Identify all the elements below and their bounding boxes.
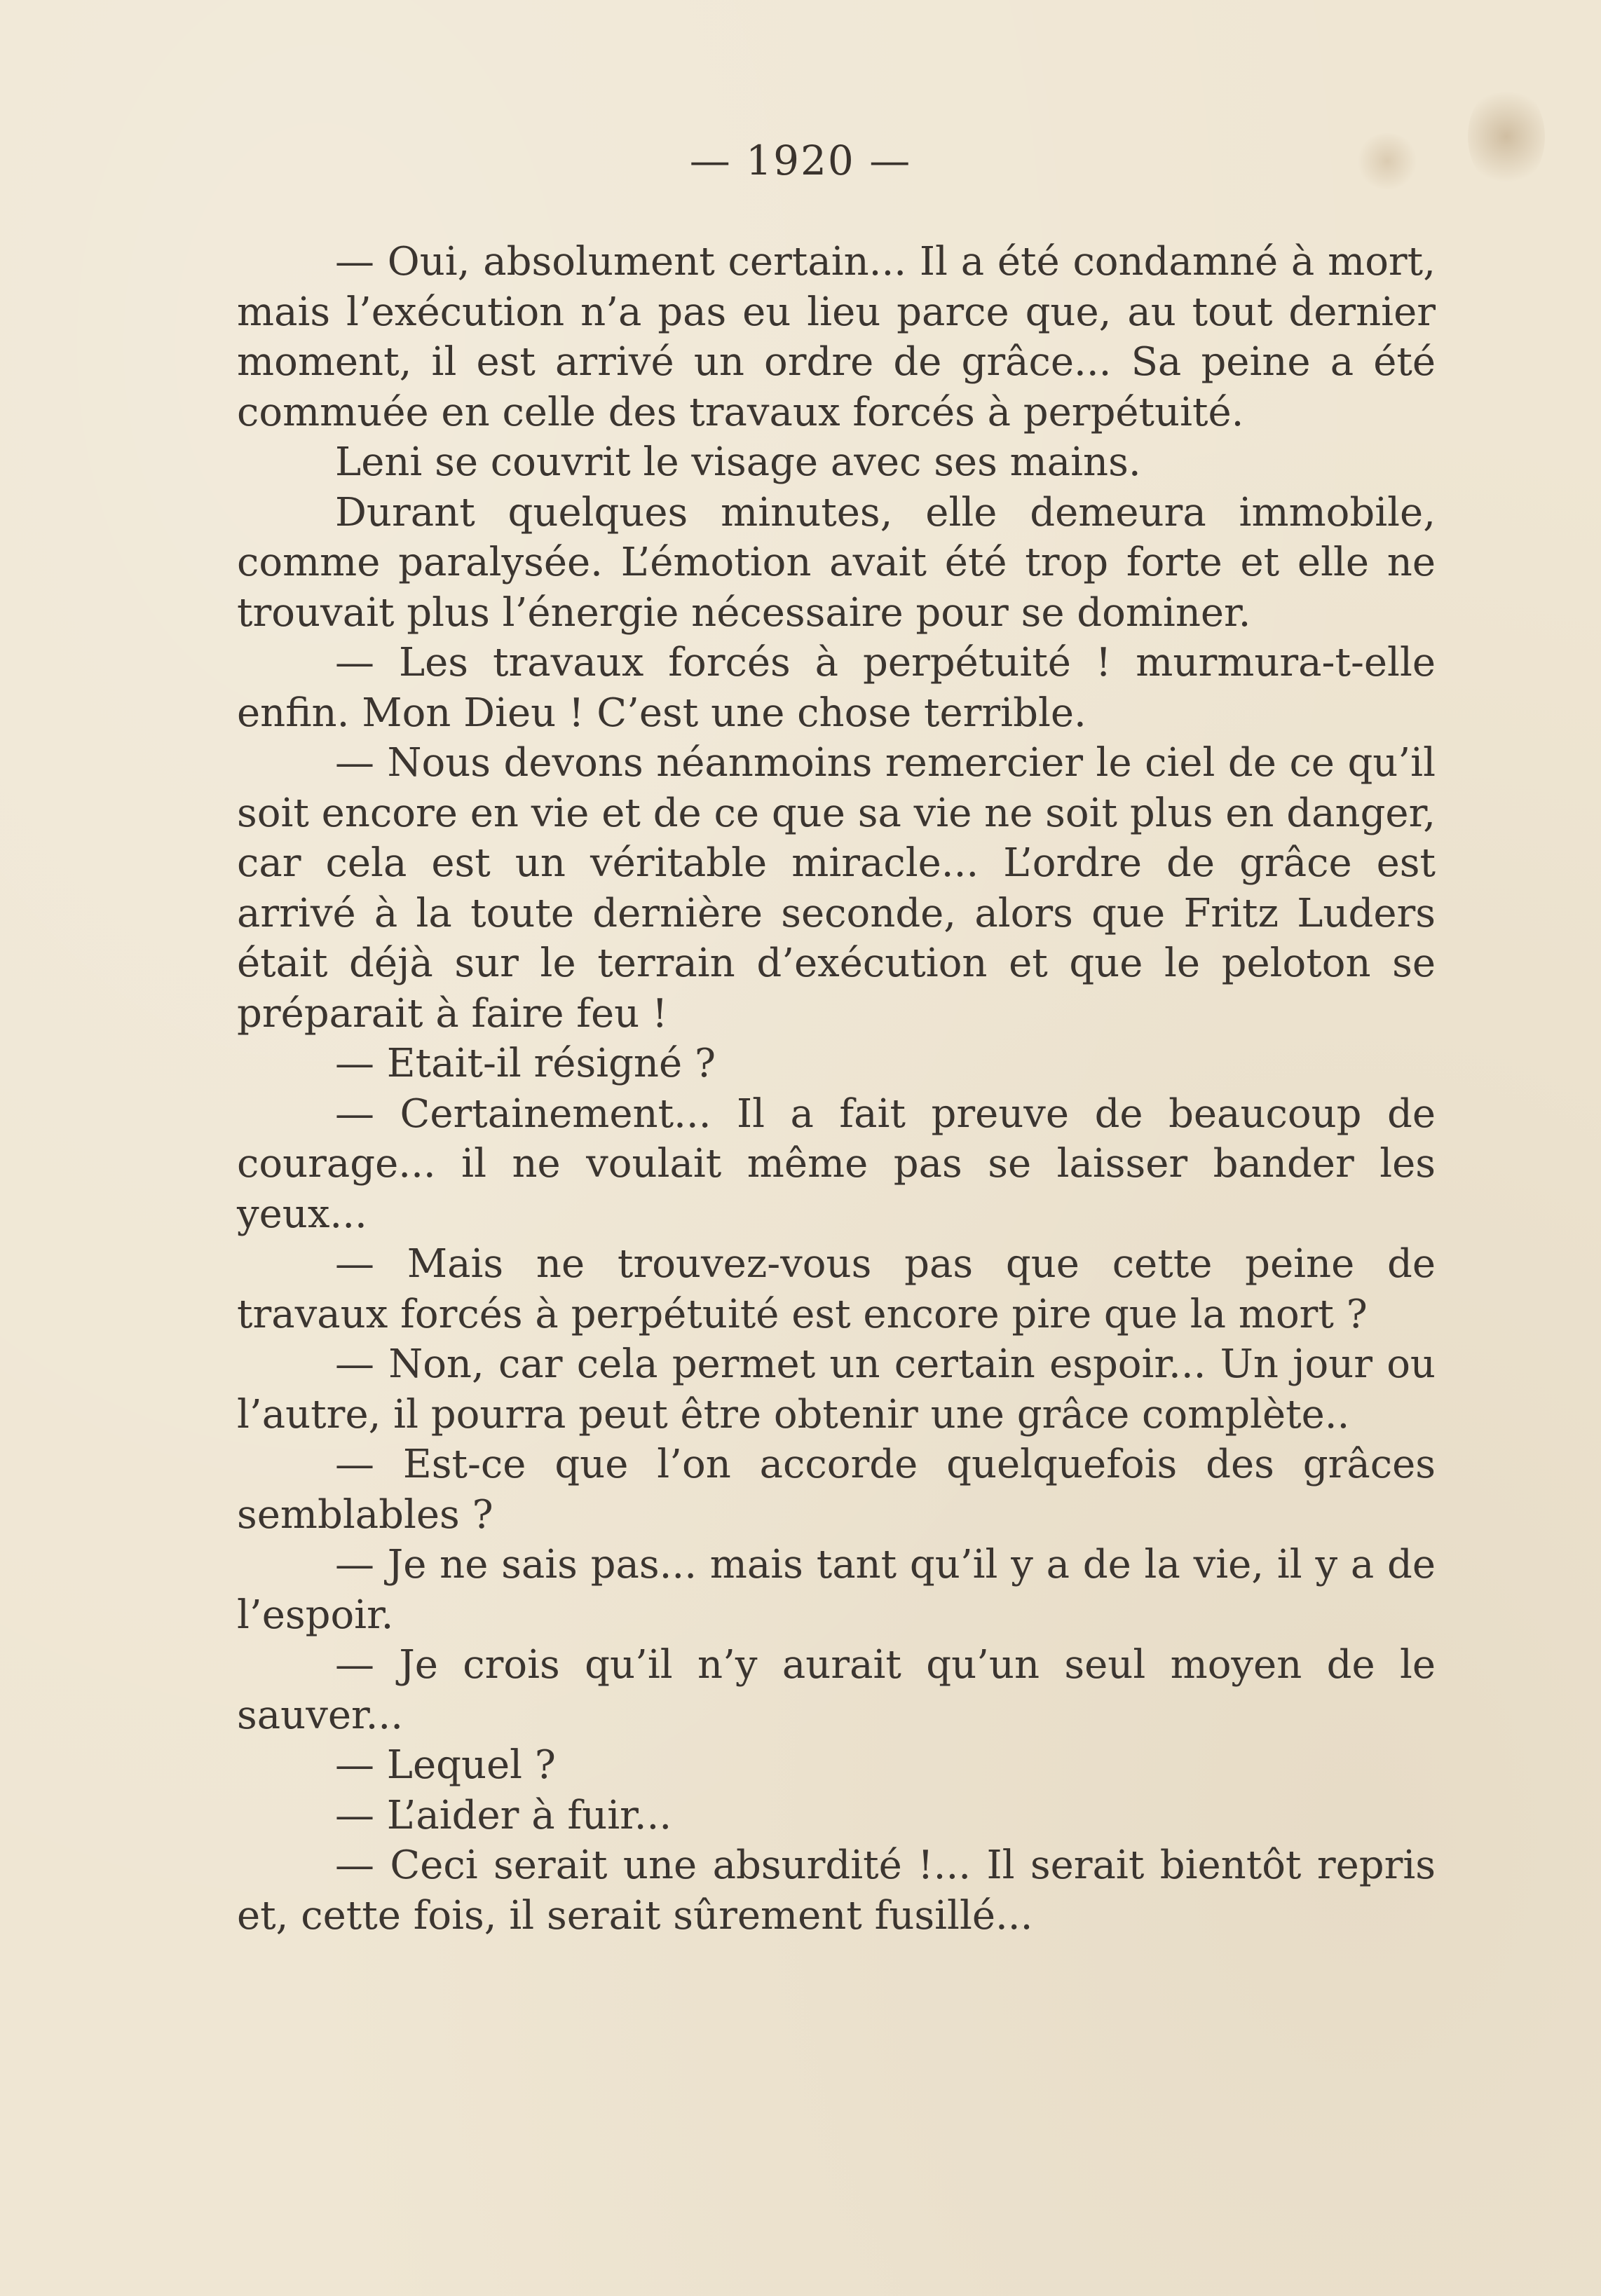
paragraph: — Non, car cela permet un certain espoir... Un jour ou l’autre, il pourra peut être obtenir une grâce complète.. xyxy=(237,1341,1436,1437)
page-number: — 1920 — xyxy=(689,137,912,184)
paragraph: — Les travaux forcés à perpétuité ! murmura-t-elle enfin. Mon Dieu ! C’est une chose terrible. xyxy=(237,640,1436,736)
paragraph: Leni se couvrit le visage avec ses mains. xyxy=(335,439,1141,485)
paragraph: — L’aider à fuir... xyxy=(335,1792,672,1838)
paragraph: — Lequel ? xyxy=(335,1742,556,1788)
paragraph: — Je crois qu’il n’y aurait qu’un seul moyen de le sauver... xyxy=(237,1642,1436,1738)
paragraph: — Je ne sais pas... mais tant qu’il y a de la vie, il y a de l’espoir. xyxy=(237,1542,1436,1638)
body-text xyxy=(237,237,1436,1941)
paragraph: — Ceci serait une absurdité !... Il serait bientôt repris et, cette fois, il serait sûrement fusillé... xyxy=(237,1843,1436,1939)
paragraph: — Est-ce que l’on accorde quelquefois des grâces semblables ? xyxy=(237,1442,1436,1538)
paragraph: — Certainement... Il a fait preuve de beaucoup de courage... il ne voulait même pas se laisser bander les yeux... xyxy=(237,1091,1436,1237)
paragraph: — Etait-il résigné ? xyxy=(335,1041,716,1086)
paragraph: — Mais ne trouvez-vous pas que cette peine de travaux forcés à perpétuité est encore pire que la mort ? xyxy=(237,1241,1436,1337)
paragraph: — Oui, absolument certain... Il a été condamné à mort, mais l’exécution n’a pas eu lieu parce que, au tout dernier moment, il est arrivé un ordre de grâce... Sa peine a été commuée en celle des travaux forcés à perpétuité. xyxy=(237,239,1436,435)
paragraph: — Nous devons néanmoins remercier le ciel de ce qu’il soit encore en vie et de ce que sa vie ne soit plus en danger, car cela est un véritable miracle... L’ordre de grâce est arrivé à la toute dernière seconde, alors que Fritz Luders était déjà sur le terrain d’exécution et que le peloton se préparait à faire feu ! xyxy=(237,740,1436,1037)
paragraph: Durant quelques minutes, elle demeura immobile, comme paralysée. L’émotion avait été trop forte et elle ne trouvait plus l’énergie nécessaire pour se dominer. xyxy=(237,489,1436,636)
